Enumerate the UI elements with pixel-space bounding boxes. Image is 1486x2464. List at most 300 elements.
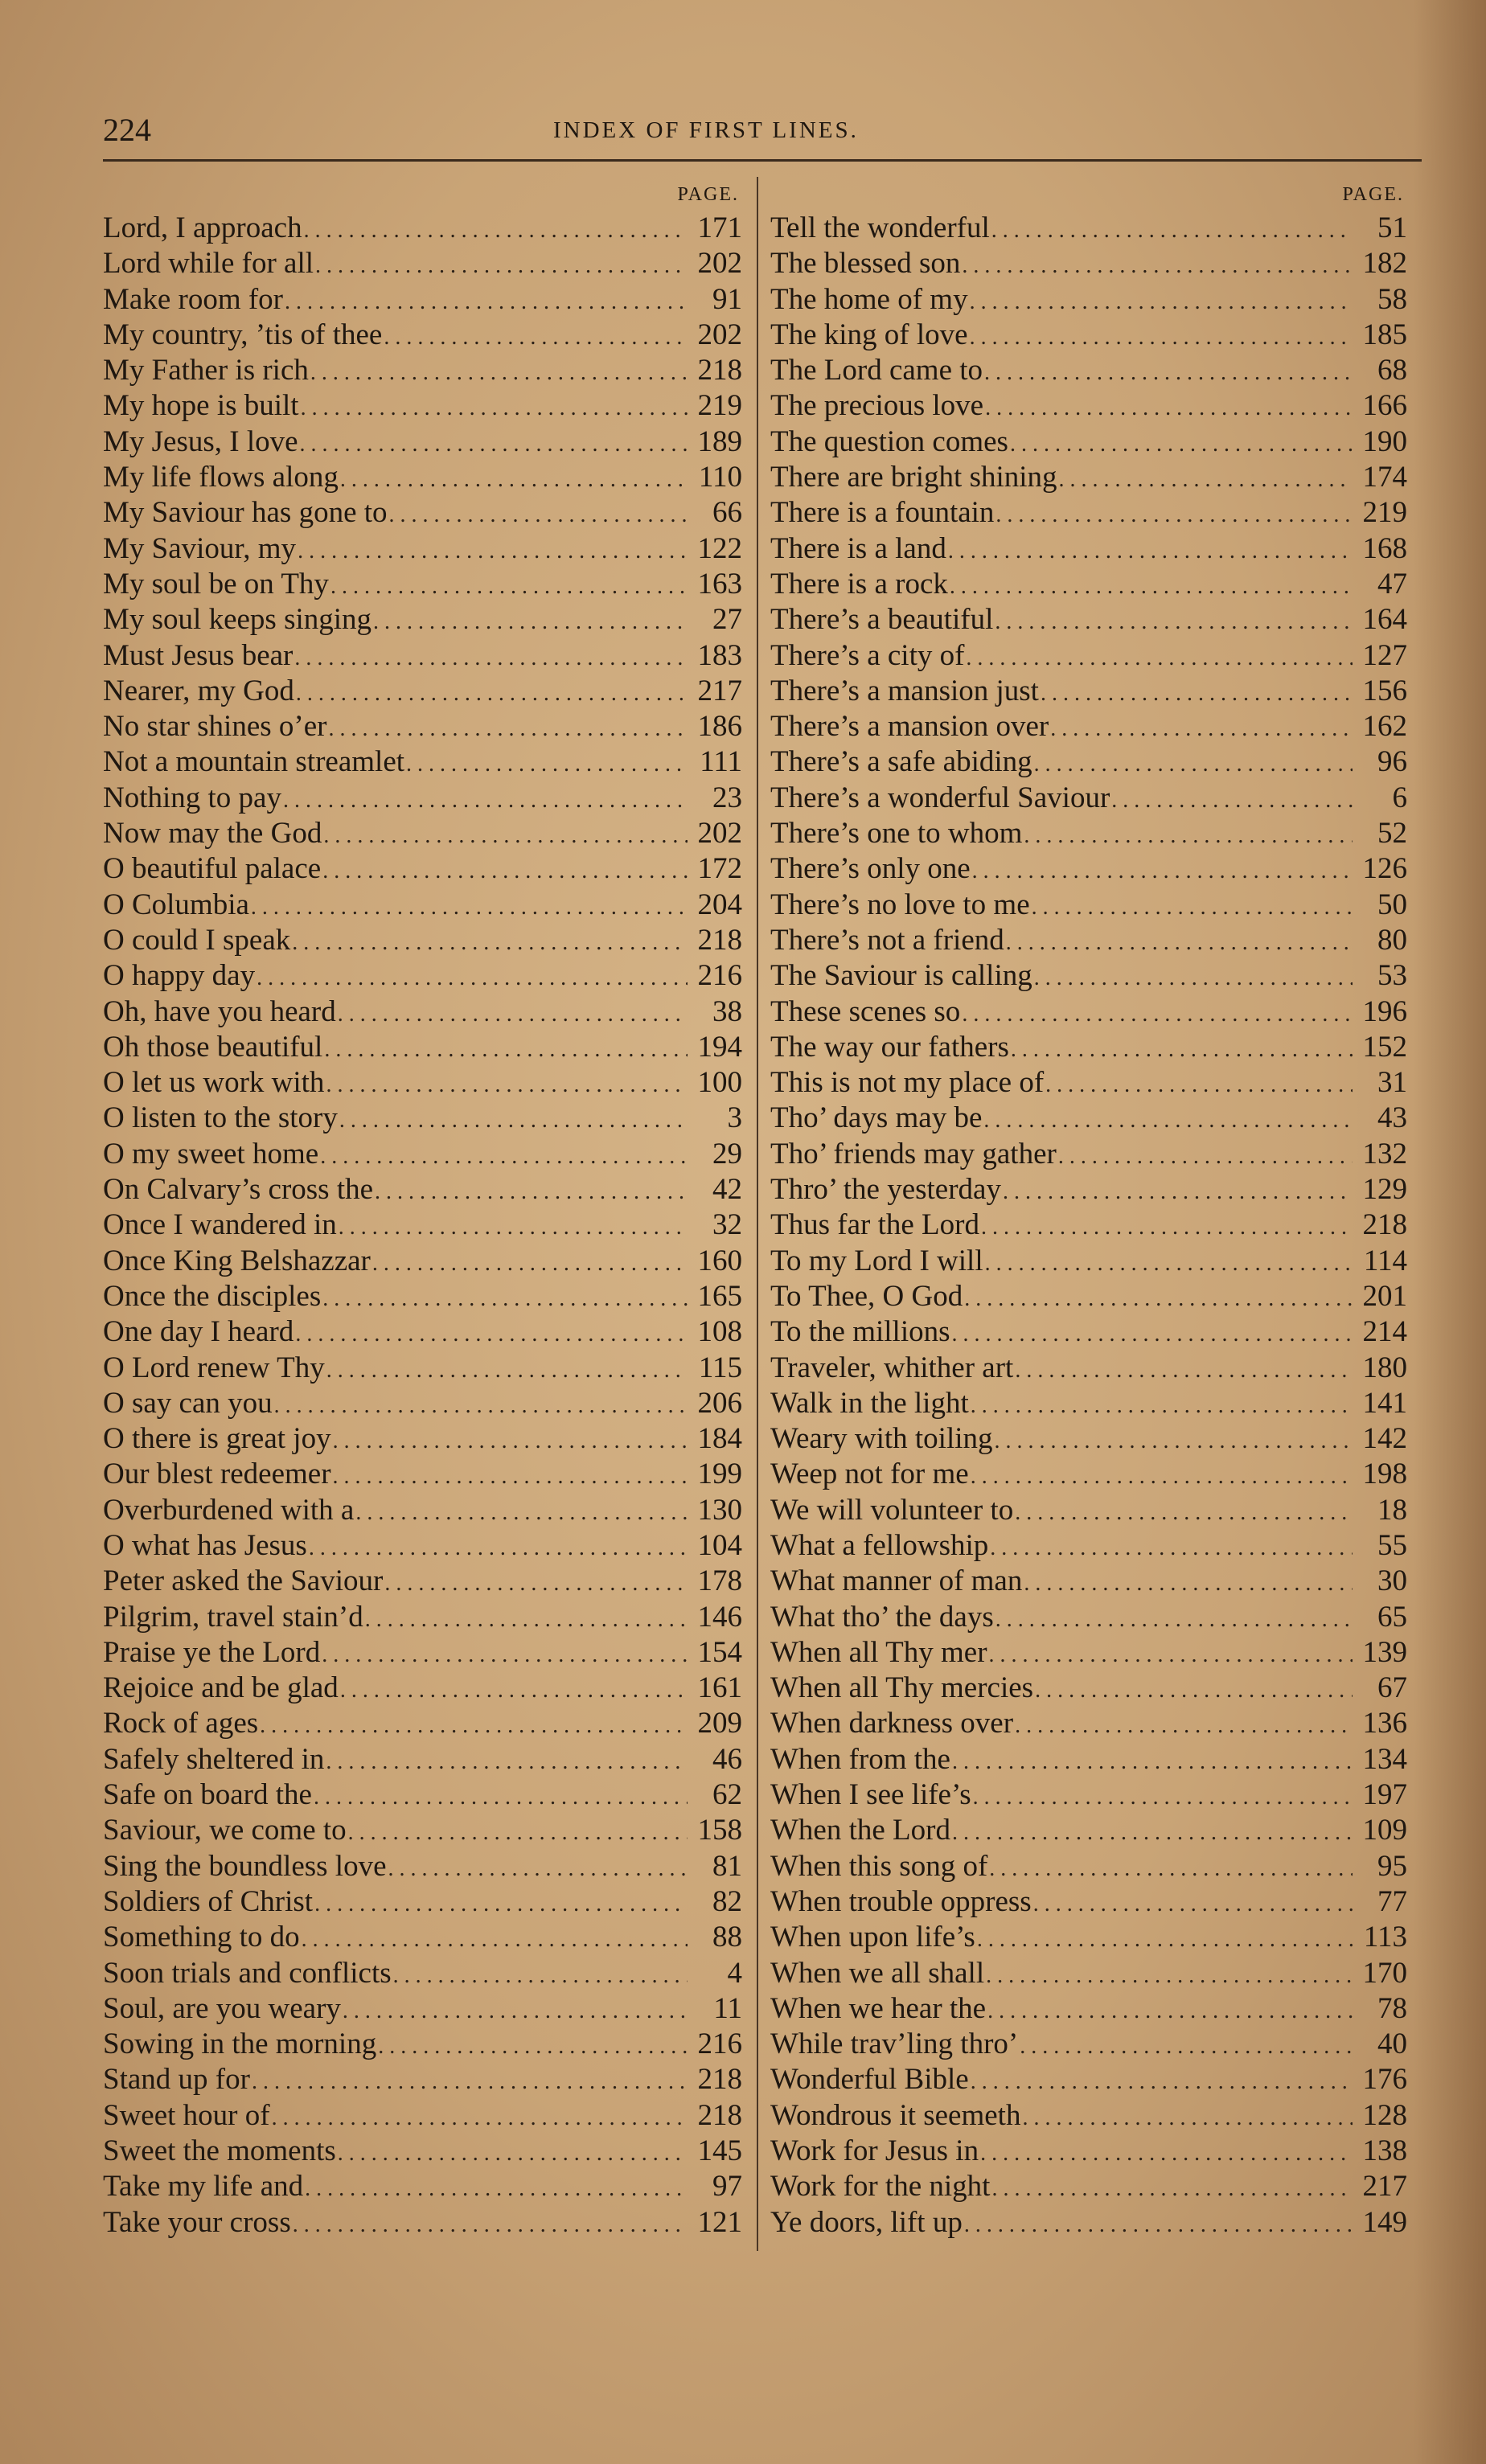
index-entry [770, 1386, 1407, 1421]
entry-page-number: 180 [1362, 1351, 1407, 1384]
index-entry [103, 1813, 742, 1848]
entry-first-line: My life flows along [103, 461, 339, 494]
index-entry [770, 2134, 1407, 2169]
dot-leader [987, 1991, 1353, 2027]
entry-first-line: Must Jesus bear [103, 638, 294, 672]
entry-first-line: My soul be on Thy [103, 567, 329, 601]
index-entry [103, 1065, 742, 1101]
dot-leader [962, 994, 1353, 1030]
dot-leader [1024, 1564, 1353, 1599]
index-entry [770, 460, 1407, 495]
dot-leader [322, 851, 688, 887]
entry-first-line: O let us work with [103, 1066, 325, 1100]
dot-leader [348, 1813, 688, 1848]
index-entry [103, 567, 742, 602]
index-entry [103, 1671, 742, 1706]
entry-first-line: Soldiers of Christ [103, 1884, 314, 1918]
index-entry [770, 1635, 1407, 1671]
entry-page-number: 218 [697, 2063, 742, 2097]
entry-page-number: 206 [697, 1386, 742, 1420]
index-entry [770, 1564, 1407, 1599]
index-entry [103, 1849, 742, 1884]
entry-first-line: My Jesus, I love [103, 424, 298, 458]
entry-first-line: Sowing in the morning [103, 2027, 377, 2061]
index-entry [103, 1386, 742, 1421]
index-entry [770, 495, 1407, 531]
entry-page-number: 43 [1377, 1101, 1407, 1135]
entry-page-number: 194 [697, 1030, 742, 1064]
dot-leader [1035, 1671, 1353, 1706]
entry-first-line: The Lord came to [770, 354, 983, 387]
index-entry [103, 816, 742, 851]
entry-first-line: Lord, I approach [103, 211, 302, 244]
entry-page-number: 165 [697, 1279, 742, 1313]
index-entry [770, 282, 1407, 318]
entry-page-number: 145 [697, 2134, 742, 2168]
index-entry [770, 424, 1407, 460]
entry-page-number: 115 [698, 1351, 742, 1384]
dot-leader [301, 388, 688, 424]
index-entry [770, 1030, 1407, 1065]
dot-leader [295, 1314, 688, 1350]
dot-leader [1050, 709, 1353, 744]
dot-leader [373, 602, 688, 638]
entry-first-line: Sing the boundless love [103, 1849, 387, 1883]
dot-leader [406, 744, 688, 780]
dot-leader [964, 1279, 1353, 1314]
entry-page-number: 216 [697, 2027, 742, 2061]
index-entry [770, 353, 1407, 388]
index-entry [103, 1314, 742, 1350]
entry-page-number: 46 [712, 1742, 742, 1776]
dot-leader [1024, 816, 1353, 851]
entry-page-number: 186 [697, 710, 742, 744]
dot-leader [252, 2062, 688, 2097]
entry-page-number: 149 [1362, 2205, 1407, 2239]
index-entry [103, 1706, 742, 1741]
entry-page-number: 114 [1363, 1244, 1407, 1277]
dot-leader [296, 674, 688, 709]
entry-first-line: My country, ’tis of thee [103, 318, 383, 351]
index-entry [770, 1849, 1407, 1884]
dot-leader [1015, 1351, 1353, 1386]
entry-first-line: Wonderful Bible [770, 2063, 969, 2097]
entry-page-number: 122 [697, 531, 742, 565]
entry-first-line: Once the disciples [103, 1279, 322, 1313]
index-entry [770, 2062, 1407, 2097]
index-entry [770, 1991, 1407, 2027]
index-entry [103, 1600, 742, 1635]
index-entry [103, 1635, 742, 1671]
index-entry [770, 211, 1407, 246]
entry-first-line: Safely sheltered in [103, 1742, 325, 1776]
entry-page-number: 201 [1362, 1279, 1407, 1313]
entry-page-number: 196 [1362, 994, 1407, 1028]
index-entry [770, 1421, 1407, 1457]
index-entry [103, 1207, 742, 1243]
index-entry [770, 781, 1407, 816]
index-entry [770, 1207, 1407, 1243]
dot-leader [952, 1742, 1353, 1777]
entry-page-number: 158 [697, 1814, 742, 1847]
index-entry [103, 674, 742, 709]
entry-page-number: 82 [712, 1884, 742, 1918]
dot-leader [314, 1777, 688, 1813]
entry-page-number: 132 [1362, 1137, 1407, 1171]
dot-leader [986, 1956, 1353, 1991]
index-entry [770, 744, 1407, 780]
dot-leader [260, 1706, 688, 1741]
entry-page-number: 202 [697, 318, 742, 351]
dot-leader [338, 2134, 688, 2169]
entry-first-line: This is not my place of [770, 1066, 1045, 1100]
dot-leader [328, 709, 688, 744]
dot-leader [285, 282, 688, 318]
index-entry [770, 1777, 1407, 1813]
dot-leader [991, 211, 1353, 246]
index-entry [103, 1920, 742, 1955]
entry-page-number: 198 [1362, 1457, 1407, 1491]
index-entry [770, 1742, 1407, 1777]
entry-first-line: Tho’ friends may gather [770, 1137, 1057, 1171]
dot-leader [990, 1528, 1353, 1564]
entry-page-number: 31 [1377, 1066, 1407, 1100]
entry-page-number: 185 [1362, 318, 1407, 351]
entry-page-number: 164 [1362, 603, 1407, 637]
index-entry [770, 1457, 1407, 1492]
entry-first-line: Work for the night [770, 2170, 991, 2204]
entry-page-number: 189 [697, 424, 742, 458]
index-entry [770, 1279, 1407, 1314]
dot-leader [388, 1849, 688, 1884]
entry-page-number: 219 [697, 389, 742, 423]
entry-first-line: There’s not a friend [770, 923, 1004, 957]
entry-page-number: 199 [697, 1457, 742, 1491]
entry-page-number: 58 [1377, 282, 1407, 316]
dot-leader [320, 1137, 688, 1172]
entry-first-line: Wondrous it seemeth [770, 2098, 1021, 2132]
entry-page-number: 139 [1362, 1635, 1407, 1669]
dot-leader [995, 495, 1353, 531]
entry-first-line: There’s no love to me [770, 888, 1030, 921]
entry-page-number: 217 [697, 674, 742, 707]
dot-leader [309, 1528, 688, 1564]
index-entry [770, 1813, 1407, 1848]
entry-page-number: 68 [1377, 354, 1407, 387]
entry-page-number: 80 [1377, 923, 1407, 957]
index-entry [770, 388, 1407, 424]
entry-first-line: When this song of [770, 1849, 988, 1883]
entry-page-number: 218 [697, 2098, 742, 2132]
index-entry [770, 1493, 1407, 1528]
entry-page-number: 40 [1377, 2027, 1407, 2061]
dot-leader [339, 1207, 688, 1243]
index-entry [103, 888, 742, 923]
entry-page-number: 18 [1377, 1493, 1407, 1527]
entry-page-number: 96 [1377, 745, 1407, 779]
index-entry [770, 2169, 1407, 2204]
entry-page-number: 136 [1362, 1707, 1407, 1740]
dot-leader [323, 816, 688, 851]
dot-leader [305, 2169, 688, 2204]
dot-leader [257, 958, 688, 994]
entry-page-number: 29 [712, 1137, 742, 1171]
index-entry [103, 460, 742, 495]
dot-leader [1033, 1884, 1353, 1920]
entry-first-line: The blessed son [770, 247, 961, 281]
entry-first-line: Oh those beautiful [103, 1030, 323, 1064]
entry-page-number: 209 [697, 1707, 742, 1740]
index-entry [103, 318, 742, 353]
entry-page-number: 219 [1362, 496, 1407, 530]
entry-first-line: Thus far the Lord [770, 1208, 979, 1242]
page-header [103, 103, 1422, 151]
dot-leader [294, 638, 688, 674]
entry-first-line: Weary with toiling [770, 1422, 993, 1456]
dot-leader [322, 1635, 688, 1671]
index-entry [103, 1777, 742, 1813]
index-entry [770, 709, 1407, 744]
entry-first-line: We will volunteer to [770, 1493, 1014, 1527]
dot-leader [966, 638, 1353, 674]
entry-first-line: What tho’ the days [770, 1600, 994, 1634]
entry-page-number: 142 [1362, 1422, 1407, 1456]
dot-leader [274, 1386, 688, 1421]
entry-first-line: My Saviour, my [103, 531, 297, 565]
dot-leader [1111, 781, 1353, 816]
dot-leader [1041, 674, 1353, 709]
entry-first-line: Once King Belshazzar [103, 1244, 371, 1277]
entry-first-line: O could I speak [103, 923, 291, 957]
dot-leader [300, 424, 688, 460]
entry-page-number: 217 [1362, 2170, 1407, 2204]
index-entry [770, 1137, 1407, 1172]
entry-page-number: 171 [697, 211, 742, 244]
entry-first-line: My hope is built [103, 389, 299, 423]
dot-leader [989, 1849, 1353, 1884]
index-entry [103, 1493, 742, 1528]
index-entry [103, 1421, 742, 1457]
index-entry [103, 2098, 742, 2134]
dot-leader [1058, 1137, 1353, 1172]
dot-leader [952, 1314, 1353, 1350]
entry-first-line: Nearer, my God [103, 674, 294, 707]
dot-leader [948, 531, 1353, 567]
index-entry [103, 744, 742, 780]
entry-first-line: What a fellowship [770, 1528, 989, 1562]
dot-leader [298, 531, 688, 567]
entry-page-number: 172 [697, 852, 742, 886]
index-entry [770, 318, 1407, 353]
index-entry [103, 1279, 742, 1314]
entry-first-line: Make room for [103, 282, 283, 316]
index-entry [103, 602, 742, 638]
entry-first-line: What manner of man [770, 1564, 1023, 1598]
dot-leader [340, 460, 688, 495]
dot-leader [1045, 1065, 1353, 1101]
entry-first-line: The precious love [770, 389, 984, 423]
index-entry [103, 958, 742, 994]
entry-page-number: 47 [1377, 567, 1407, 601]
dot-leader [324, 1030, 688, 1065]
entry-page-number: 97 [712, 2170, 742, 2204]
dot-leader [293, 2205, 688, 2241]
entry-page-number: 178 [697, 1564, 742, 1598]
entry-page-number: 130 [697, 1493, 742, 1527]
index-entry [103, 2027, 742, 2062]
entry-page-number: 53 [1377, 959, 1407, 993]
entry-first-line: There are bright shining [770, 461, 1057, 494]
index-entry [770, 1884, 1407, 1920]
entry-page-number: 168 [1362, 531, 1407, 565]
entry-first-line: On Calvary’s cross the [103, 1173, 374, 1207]
dot-leader [995, 1600, 1353, 1635]
entry-page-number: 77 [1377, 1884, 1407, 1918]
page-edge-shadow [1414, 0, 1486, 2464]
dot-leader [970, 282, 1353, 318]
entry-page-number: 4 [727, 1956, 742, 1990]
dot-leader [984, 353, 1353, 388]
entry-first-line: Oh, have you heard [103, 994, 336, 1028]
index-entry [103, 388, 742, 424]
index-entry [103, 923, 742, 958]
dot-leader [971, 1386, 1353, 1421]
column-divider [757, 177, 758, 2251]
entry-first-line: There’s a city of [770, 638, 965, 672]
entry-page-number: 81 [712, 1849, 742, 1883]
entry-page-number: 214 [1362, 1315, 1407, 1349]
dot-leader [339, 1101, 688, 1136]
dot-leader [971, 2062, 1353, 2097]
entry-page-number: 50 [1377, 888, 1407, 921]
entry-first-line: While trav’ling thro’ [770, 2027, 1019, 2061]
index-entry [770, 1314, 1407, 1350]
entry-first-line: When trouble oppress [770, 1884, 1032, 1918]
dot-leader [333, 1421, 688, 1457]
index-entry [770, 1671, 1407, 1706]
entry-page-number: 216 [697, 959, 742, 993]
entry-page-number: 127 [1362, 638, 1407, 672]
entry-first-line: O there is great joy [103, 1422, 331, 1456]
entry-first-line: The home of my [770, 282, 968, 316]
index-entry [103, 495, 742, 531]
entry-first-line: Walk in the light [770, 1386, 969, 1420]
entry-first-line: When we hear the [770, 1991, 987, 2025]
entry-first-line: There is a land [770, 531, 946, 565]
dot-leader [340, 1671, 688, 1706]
entry-page-number: 128 [1362, 2098, 1407, 2132]
entry-first-line: There’s a safe abiding [770, 745, 1032, 779]
entry-first-line: There’s a wonderful Saviour [770, 781, 1110, 814]
index-entry [770, 1351, 1407, 1386]
entry-page-number: 32 [712, 1208, 742, 1242]
index-entry [770, 1172, 1407, 1207]
dot-leader [1015, 1493, 1353, 1528]
entry-page-number: 182 [1362, 247, 1407, 281]
entry-first-line: Nothing to pay [103, 781, 281, 814]
entry-page-number: 129 [1362, 1173, 1407, 1207]
entry-first-line: There’s a beautiful [770, 603, 994, 637]
entry-first-line: Lord while for all [103, 247, 314, 281]
index-entry [103, 1742, 742, 1777]
entry-first-line: There is a rock [770, 567, 948, 601]
entry-page-number: 52 [1377, 817, 1407, 851]
entry-first-line: Rejoice and be glad [103, 1671, 339, 1705]
index-entry [770, 994, 1407, 1030]
entry-first-line: O what has Jesus [103, 1528, 307, 1562]
index-entry [103, 994, 742, 1030]
entry-first-line: O beautiful palace [103, 852, 322, 886]
index-entry [770, 1920, 1407, 1955]
entry-page-number: 88 [712, 1921, 742, 1954]
entry-page-number: 176 [1362, 2063, 1407, 2097]
entry-page-number: 218 [1362, 1208, 1407, 1242]
dot-leader [950, 567, 1353, 602]
index-entry [770, 1244, 1407, 1279]
entry-page-number: 3 [727, 1101, 742, 1135]
dot-leader [989, 1635, 1353, 1671]
entry-first-line: There’s one to whom [770, 817, 1023, 851]
entry-first-line: There’s only one [770, 852, 971, 886]
entry-page-number: 156 [1362, 674, 1407, 707]
index-entry [103, 282, 742, 318]
entry-first-line: Overburdened with a [103, 1493, 355, 1527]
entry-first-line: When I see life’s [770, 1778, 971, 1812]
entry-page-number: 110 [698, 461, 742, 494]
entry-first-line: When the Lord [770, 1814, 950, 1847]
entry-first-line: When we all shall [770, 1956, 985, 1990]
dot-leader [343, 1991, 688, 2027]
entry-page-number: 30 [1377, 1564, 1407, 1598]
entry-page-number: 66 [712, 496, 742, 530]
entry-page-number: 184 [697, 1422, 742, 1456]
entry-page-number: 202 [697, 247, 742, 281]
entry-first-line: Take my life and [103, 2170, 304, 2204]
dot-leader [372, 1244, 688, 1279]
entry-first-line: The king of love [770, 318, 968, 351]
index-entry [103, 781, 742, 816]
entry-page-number: 38 [712, 994, 742, 1028]
entry-first-line: To the millions [770, 1315, 950, 1349]
index-entry [770, 2027, 1407, 2062]
entry-page-number: 202 [697, 817, 742, 851]
entry-first-line: My Saviour has gone to [103, 496, 388, 530]
index-entry [103, 1884, 742, 1920]
index-entry [103, 709, 742, 744]
entry-page-number: 51 [1377, 211, 1407, 244]
index-entry [103, 1351, 742, 1386]
index-entry [103, 1244, 742, 1279]
dot-leader [384, 1564, 688, 1599]
index-entry [103, 424, 742, 460]
index-entry [103, 1030, 742, 1065]
entry-page-number: 104 [697, 1528, 742, 1562]
dot-leader [995, 602, 1353, 638]
entry-first-line: The way our fathers [770, 1030, 1009, 1064]
entry-first-line: Work for Jesus in [770, 2134, 979, 2168]
dot-leader [378, 2027, 688, 2062]
entry-first-line: The Saviour is calling [770, 959, 1032, 993]
entry-first-line: O say can you [103, 1386, 273, 1420]
index-entry [103, 1101, 742, 1136]
index-entry [770, 1600, 1407, 1635]
entry-page-number: 190 [1362, 424, 1407, 458]
entry-page-number: 161 [697, 1671, 742, 1705]
dot-leader [389, 495, 688, 531]
dot-leader [970, 318, 1353, 353]
index-entry [103, 2134, 742, 2169]
index-entry [103, 211, 742, 246]
